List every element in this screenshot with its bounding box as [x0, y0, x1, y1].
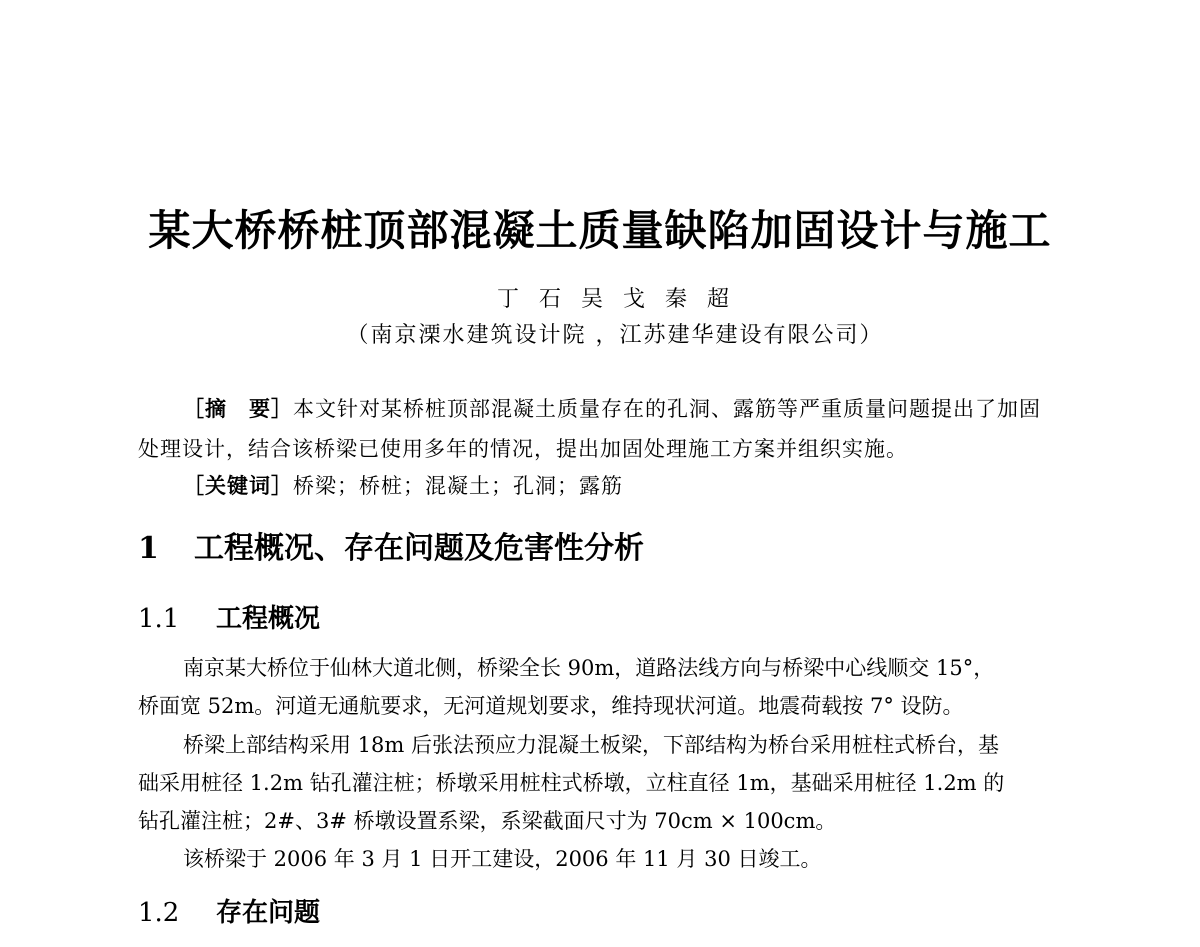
section-1-number: 1 — [138, 531, 159, 566]
keywords-text: 桥梁；桥桩；混凝土；孔洞；露筋 — [293, 474, 623, 498]
paragraph-1-line-1: 南京某大桥位于仙林大道北侧，桥梁全长 90m，道路法线方向与桥梁中心线顺交 15°， — [183, 656, 995, 680]
author-affiliation: （南京溧水建筑设计院 ，江苏建华建设有限公司） — [346, 323, 884, 348]
section-1-2-heading — [138, 892, 320, 929]
keywords-line — [183, 470, 623, 500]
section-1-title: 工程概况、存在问题及危害性分析 — [194, 531, 644, 566]
section-1-1-number: 1.1 — [138, 604, 180, 634]
paragraph-2-line-1: 桥梁上部结构采用 18m 后张法预应力混凝土板梁，下部结构为桥台采用桩柱式桥台，基 — [183, 733, 999, 757]
paragraph-2-line-3: 钻孔灌注桩；2#、3# 桥墩设置系梁，系梁截面尺寸为 70cm × 100cm。 — [138, 809, 837, 833]
paragraph-2-line-2: 础采用桩径 1.2m 钻孔灌注桩；桥墩采用桩柱式桥墩，立柱直径 1m，基础采用桩径 1.2m 的 — [138, 771, 1005, 795]
abstract-label: ［摘 要］ — [183, 397, 293, 421]
author-list: 丁 石 吴 戈 秦 超 — [497, 287, 731, 312]
section-1-heading — [138, 523, 644, 567]
paragraph-1-line-2: 桥面宽 52m。河道无通航要求，无河道规划要求，维持现状河道。地震荷载按 7° 设防。 — [138, 694, 964, 718]
abstract-first-line — [183, 393, 1041, 423]
keywords-label: ［关键词］ — [183, 474, 293, 498]
paragraph-3-line-1: 该桥梁于 2006 年 3 月 1 日开工建设，2006 年 11 月 30 日竣工。 — [183, 847, 822, 871]
section-1-1-heading — [138, 598, 320, 635]
section-1-2-title: 存在问题 — [216, 898, 321, 928]
abstract-text-line-2: 处理设计，结合该桥梁已使用多年的情况，提出加固处理施工方案并组织实施。 — [138, 437, 908, 461]
section-1-2-number: 1.2 — [138, 898, 180, 928]
section-1-1-title: 工程概况 — [216, 604, 321, 634]
abstract-text-line-1: 本文针对某桥桩顶部混凝土质量存在的孔洞、露筋等严重质量问题提出了加固 — [293, 397, 1041, 421]
paper-title: 某大桥桥桩顶部混凝土质量缺陷加固设计与施工 — [148, 206, 1052, 255]
